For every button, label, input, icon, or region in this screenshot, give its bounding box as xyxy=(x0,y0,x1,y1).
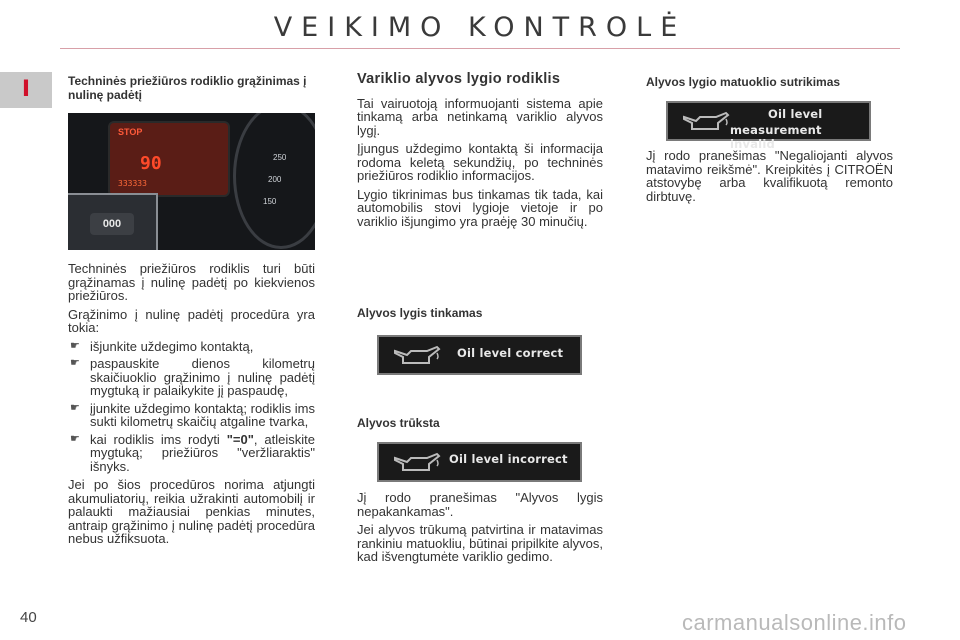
right-body xyxy=(646,149,893,208)
display-stop-text: STOP xyxy=(118,127,143,137)
gauge-number: 250 xyxy=(273,153,287,162)
bullet-arrow-icon: ☛ xyxy=(70,339,80,352)
gauge-number: 150 xyxy=(263,197,277,206)
middle-body-lower xyxy=(357,491,603,569)
bullet-arrow-icon: ☛ xyxy=(70,401,80,414)
oil-can-icon xyxy=(682,111,730,133)
list-item: ☛ įjunkite uždegimo kontaktą; rodiklis ims sukti kilometrų skaičių atgaline tvarka, xyxy=(70,400,315,429)
procedure-steps xyxy=(68,340,315,474)
right-para-1: Jį rodo pranešimas "Negaliojanti alyvos matavimo reikšmė". Kreipkitės į CITROËN atstovybę arba kvalifikuotą remonto dirbtuvę. xyxy=(646,148,893,204)
middle-para-5: Jei alyvos trūkumą patvirtina ir matavimas rankiniu matuokliu, būtinai pripilkite alyvos, kad išvengtumėte variklio gedimo. xyxy=(357,522,603,564)
middle-para-4: Jį rodo pranešimas "Alyvos lygis nepakankamas". xyxy=(357,490,603,519)
oil-low-display xyxy=(377,442,582,482)
chapter-tab[interactable]: I xyxy=(0,72,52,108)
oil-correct-message: Oil level correct xyxy=(457,346,564,360)
right-heading: Alyvos lygio matuoklio sutrikimas xyxy=(646,75,841,89)
gauge-number: 200 xyxy=(268,175,282,184)
list-item: ☛ išjunkite uždegimo kontaktą, xyxy=(70,338,254,354)
watermark: carmanualsonline.info xyxy=(682,610,907,635)
list-item: ☛ kai rodiklis ims rodyti "=0", atleiskite mygtuką; priežiūros "veržliaraktis" išnyks. xyxy=(70,431,315,474)
left-heading: Techninės priežiūros rodiklio grąžinimas į nulinę padėtį xyxy=(68,74,307,102)
oil-invalid-display xyxy=(666,101,871,151)
oil-invalid-line-2: measurement invalid xyxy=(730,123,822,151)
dashboard-photo xyxy=(68,113,315,250)
reset-button-inset xyxy=(68,193,158,250)
middle-column xyxy=(357,73,603,233)
display-speed: 90 xyxy=(140,153,162,174)
middle-para-1: Tai vairuotoją informuojanti sistema apie tinkamą arba netinkamą variklio alyvos lygį. xyxy=(357,95,603,138)
middle-para-3: Lygio tikrinimas bus tinkamas tik tada, kai automobilis stovi lygioje vietoje ir po variklio išjungimo yra praėję 30 minučių. xyxy=(357,186,603,229)
list-item: ☛ paspauskite dienos kilometrų skaičiuoklio grąžinimo į nulinę padėtį mygtuką ir palaikykite jį paspaudę, xyxy=(70,356,315,398)
oil-low-heading: Alyvos trūksta xyxy=(357,416,440,430)
title-divider xyxy=(60,48,900,49)
left-column xyxy=(68,75,315,102)
bullet-arrow-icon: ☛ xyxy=(70,357,80,369)
oil-can-icon xyxy=(393,345,441,367)
oil-correct-display xyxy=(377,335,582,375)
trip-reset-button[interactable]: 000 xyxy=(90,213,134,235)
page-title: VEIKIMO KONTROLĖ xyxy=(273,12,687,43)
page-number: 40 xyxy=(20,609,37,626)
left-para-3: Jei po šios procedūros norima atjungti akumuliatorių, reikia užrakinti automobilį ir palaukti mažiausiai penkias minutes, antraip grąžinimo į nulinę padėtį procedūra nebus užfiksuota. xyxy=(68,477,315,546)
oil-invalid-line-1: Oil level xyxy=(768,107,823,121)
left-body xyxy=(68,262,315,551)
middle-para-2: Įjungus uždegimo kontaktą ši informacija rodoma keletą sekundžių, po techninės priežiūros rodiklio informacijos. xyxy=(357,141,603,183)
oil-correct-heading: Alyvos lygis tinkamas xyxy=(357,306,483,320)
dashboard-display xyxy=(108,121,230,197)
display-odometer: 333333 xyxy=(118,179,147,188)
oil-can-icon xyxy=(393,452,441,474)
middle-heading: Variklio alyvos lygio rodiklis xyxy=(357,71,561,87)
left-para-2: Grąžinimo į nulinę padėtį procedūra yra tokia: xyxy=(68,306,315,335)
left-para-1: Techninės priežiūros rodiklis turi būti grąžinamas į nulinę padėtį po kiekvienos priežiūros. xyxy=(68,261,315,303)
bullet-arrow-icon: ☛ xyxy=(70,432,80,445)
oil-low-message: Oil level incorrect xyxy=(449,452,568,466)
